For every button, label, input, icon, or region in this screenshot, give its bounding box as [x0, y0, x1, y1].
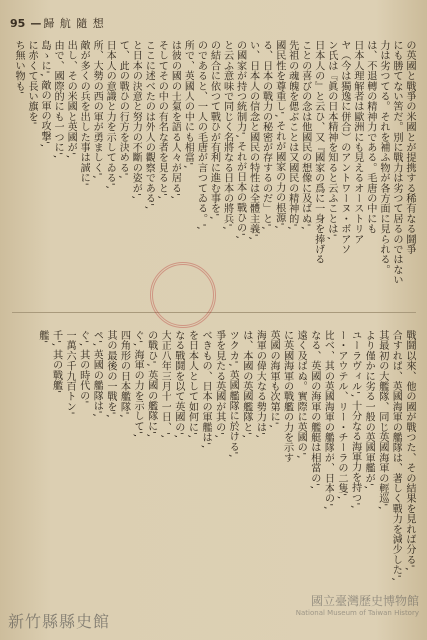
text-line: 比べ、其の英國海軍の艦隊が、日本の', — [322, 330, 334, 510]
text-line: 千', 其の戰艦' — [50, 330, 62, 394]
text-line: のであると、一人の毛唐が言つてゐる。', — [195, 40, 207, 230]
text-line: 海軍の偉大なる勢力は', — [254, 330, 266, 439]
museum-watermark — [296, 592, 419, 618]
text-line: 所で、英國人の中にも相當', — [182, 40, 194, 169]
text-line: 日本人の』と云ひ、又『國家の爲に一身を捧げる — [312, 40, 324, 265]
text-line: そしてその中の有名な者を見ると', — [156, 40, 168, 200]
text-line: 英國の海軍も次第に', — [268, 330, 280, 428]
text-line: 戰鬪以來、他の國が戰つた、その結果を見れば分る', — [404, 330, 415, 571]
text-line: 國民性を尊重し', それが國家の力の根源', — [273, 40, 285, 229]
text-line: の結合に依つて戰ひが有利に進む事を', — [208, 40, 220, 220]
text-line: なる、英國の海軍の艦艇は相當の', — [308, 330, 320, 490]
text-line: ち無い物も' — [13, 40, 25, 94]
text-line: の戰ひ', 英國の艦隊に', — [145, 330, 157, 438]
text-line: ぐ', 其の時代の' — [77, 330, 89, 404]
text-line: 大正八年三月十一日、', — [159, 330, 171, 439]
library-watermark: 新竹縣縣史館 — [8, 612, 111, 631]
text-line: ン氏は『眞の日本精神を知ると云ふことは', — [325, 40, 337, 240]
text-line: て、此の戰ひの行方を決める', — [117, 40, 129, 179]
top-text-block — [12, 40, 416, 298]
text-line: ことの喜びの念は他國民の想像に及ばぬ', — [299, 40, 311, 230]
museum-name-en: National Museum of Taiwan History — [295, 609, 419, 617]
text-line: の英國と戰爭の米國とが提携する稀有なる鬪爭 — [404, 40, 415, 255]
text-line: 島ゝに', 敵の軍の攻撃', — [39, 40, 51, 148]
text-line: 出し、その米國と英國が', — [65, 40, 77, 159]
text-line: 遠く及ばぬ。實際に英國の', — [295, 330, 307, 459]
text-line: 四角形の日本艦隊', — [118, 330, 130, 418]
text-line: 一萬六千九百トン' — [64, 330, 76, 415]
text-line: と日本の決意と努力の不斷の姿が', — [130, 40, 142, 200]
text-line: 爭を見たる英國が其の', — [213, 330, 225, 439]
page-header — [10, 14, 105, 32]
page-number: 95 — [10, 16, 26, 30]
text-line: の國家が持つ統制力', それが日本の戰ひの', — [234, 40, 246, 239]
text-line: に赤くて長い旗を' — [26, 40, 38, 125]
text-line: 其の最後の一戰を', — [104, 330, 116, 418]
text-line: ペ', 英國の艦隊は', — [91, 330, 103, 417]
text-line: 日本人の意識と力を示してゐる', — [104, 40, 116, 189]
text-line: は彼の國の士氣を語る人々が居る', — [169, 40, 181, 200]
text-line: 先祖の魂魄を偲ぶことは又國民の精神的', — [286, 40, 298, 230]
text-line: 由で、國際的にも一つに', — [52, 40, 64, 159]
text-line: い、日本人の信念と國民の特性は全體主義', — [247, 40, 259, 240]
text-line: より僅かに劣る一般の英國軍艦が', — [363, 330, 375, 490]
header-dash: — — [30, 16, 42, 30]
text-line: は、不退轉の精神力である。毛唐の中にも — [364, 40, 376, 234]
text-line: 日本人理解者は歐洲にも見えるオーストリア — [351, 40, 363, 244]
text-line: 艦' — [36, 330, 48, 344]
text-line: は、本國の英國艦隊と', — [240, 330, 252, 439]
text-line: ヤ（今は獨逸に併合）のアントワーヌ・ボアソ — [338, 40, 350, 255]
text-line: ツクカ', 英國艦隊に於ける', — [227, 330, 239, 458]
text-line: 力は劣つてる。それを補ふ物が各方面に見られる。 — [377, 40, 389, 275]
section-divider — [12, 312, 416, 313]
text-line: 敵が多くの兵を出した事は誠に' — [78, 40, 90, 186]
text-line: なる戰鬪を以て英國の', — [172, 330, 184, 439]
text-line: ここに述べたのは外人の觀察である', — [143, 40, 155, 210]
text-line: と云ふ意味で同じく名將なる日本の將兵', — [221, 40, 233, 230]
bottom-text-block — [12, 330, 416, 588]
text-line: 其最初の大艦隊、同じ英國海軍の輕巡', — [376, 330, 388, 510]
text-line: 合すれば、英國海軍の艦隊は、著しく戰力を減少した', — [390, 330, 402, 581]
text-line: ユーラヴィル', 十分なる海軍力を持つ', — [349, 330, 361, 509]
running-title: 歸 航 隨 想 — [43, 17, 105, 30]
text-line: る、日本の戰力の秘密が存するのだ」と', — [260, 40, 272, 230]
museum-name: 國立臺灣歷史博物館 — [310, 594, 419, 608]
text-line: ー・アウテル、リー・チーラの二隻', — [336, 330, 348, 500]
text-line: に英國海軍の戰艦の力を示す — [281, 330, 293, 463]
text-line: べきもの、日本の軍艦は', — [200, 330, 212, 449]
text-line: 所、大勢の西の軍が勇ましく', — [91, 40, 103, 179]
text-line: ぐ', 海軍の力を示して', — [132, 330, 144, 438]
text-line: にも勝てない筈だ。別に戰力は劣つて居るのではない — [390, 40, 402, 285]
red-seal-stamp — [150, 262, 216, 328]
text-line: を日本人として如何に', — [186, 330, 198, 439]
